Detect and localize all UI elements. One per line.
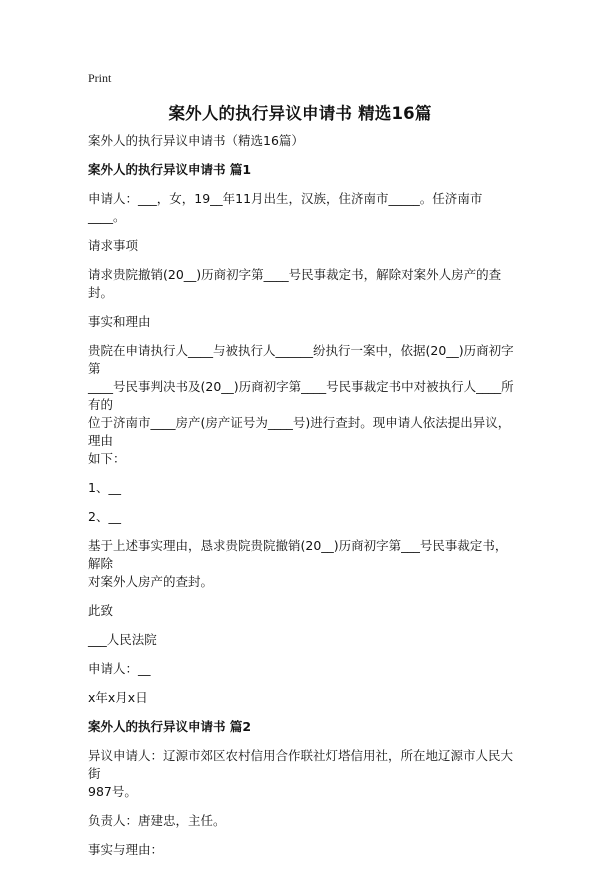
- facts-line: 如下：: [88, 451, 126, 466]
- conclusion-line: 对案外人房产的查封。: [88, 574, 214, 589]
- section-2-heading: 案外人的执行异议申请书 篇2: [88, 719, 252, 734]
- document-body: [88, 132, 516, 870]
- responsible-person: 负责人：唐建忠，主任。: [88, 813, 226, 828]
- applicant-2-line: 异议申请人：辽源市郊区农村信用合作联社灯塔信用社，所在地辽源市人民大街: [88, 748, 514, 781]
- section-1-heading: 案外人的执行异议申请书 篇1: [88, 162, 252, 177]
- facts-line: 位于济南市____房产(房产证号为____号)进行查封。现申请人依法提出异议，理由: [88, 415, 511, 448]
- request-label: 请求事项: [88, 238, 139, 253]
- request-text: 请求贵院撤销(20__)历商初字第____号民事裁定书，解除对案外人房产的查封。: [88, 267, 502, 300]
- conclusion-line: 基于上述事实理由，恳求贵院贵院撤销(20__)历商初字第___号民事裁定书，解除: [88, 538, 508, 571]
- signature-line: 申请人：__: [88, 661, 151, 676]
- facts-label: 事实和理由: [88, 314, 151, 329]
- list-item-1: 1、__: [88, 480, 121, 495]
- date-line: x年x月x日: [88, 690, 148, 705]
- facts-paragraph: [88, 342, 516, 468]
- court-name: ___人民法院: [88, 632, 157, 647]
- print-label: Print: [88, 71, 112, 85]
- applicant-2-paragraph: [88, 747, 516, 801]
- conclusion-paragraph: [88, 537, 516, 591]
- applicant-2-line: 987号。: [88, 784, 137, 799]
- closing-text: 此致: [88, 603, 114, 618]
- applicant-info: 申请人：___，女，19__年11月出生，汉族，住济南市_____。任济南市____。: [88, 191, 483, 224]
- facts-line: ____号民事判决书及(20__)历商初字第____号民事裁定书中对被执行人____所有的: [88, 379, 514, 412]
- facts-line: 贵院在申请执行人____与被执行人______纷执行一案中，依据(20__)历商初字第: [88, 343, 514, 376]
- document-subtitle: 案外人的执行异议申请书（精选16篇）: [88, 133, 304, 148]
- document-title: 案外人的执行异议申请书 精选16篇: [168, 104, 432, 123]
- list-item-2: 2、__: [88, 509, 121, 524]
- facts-label-2: 事实与理由：: [88, 842, 164, 857]
